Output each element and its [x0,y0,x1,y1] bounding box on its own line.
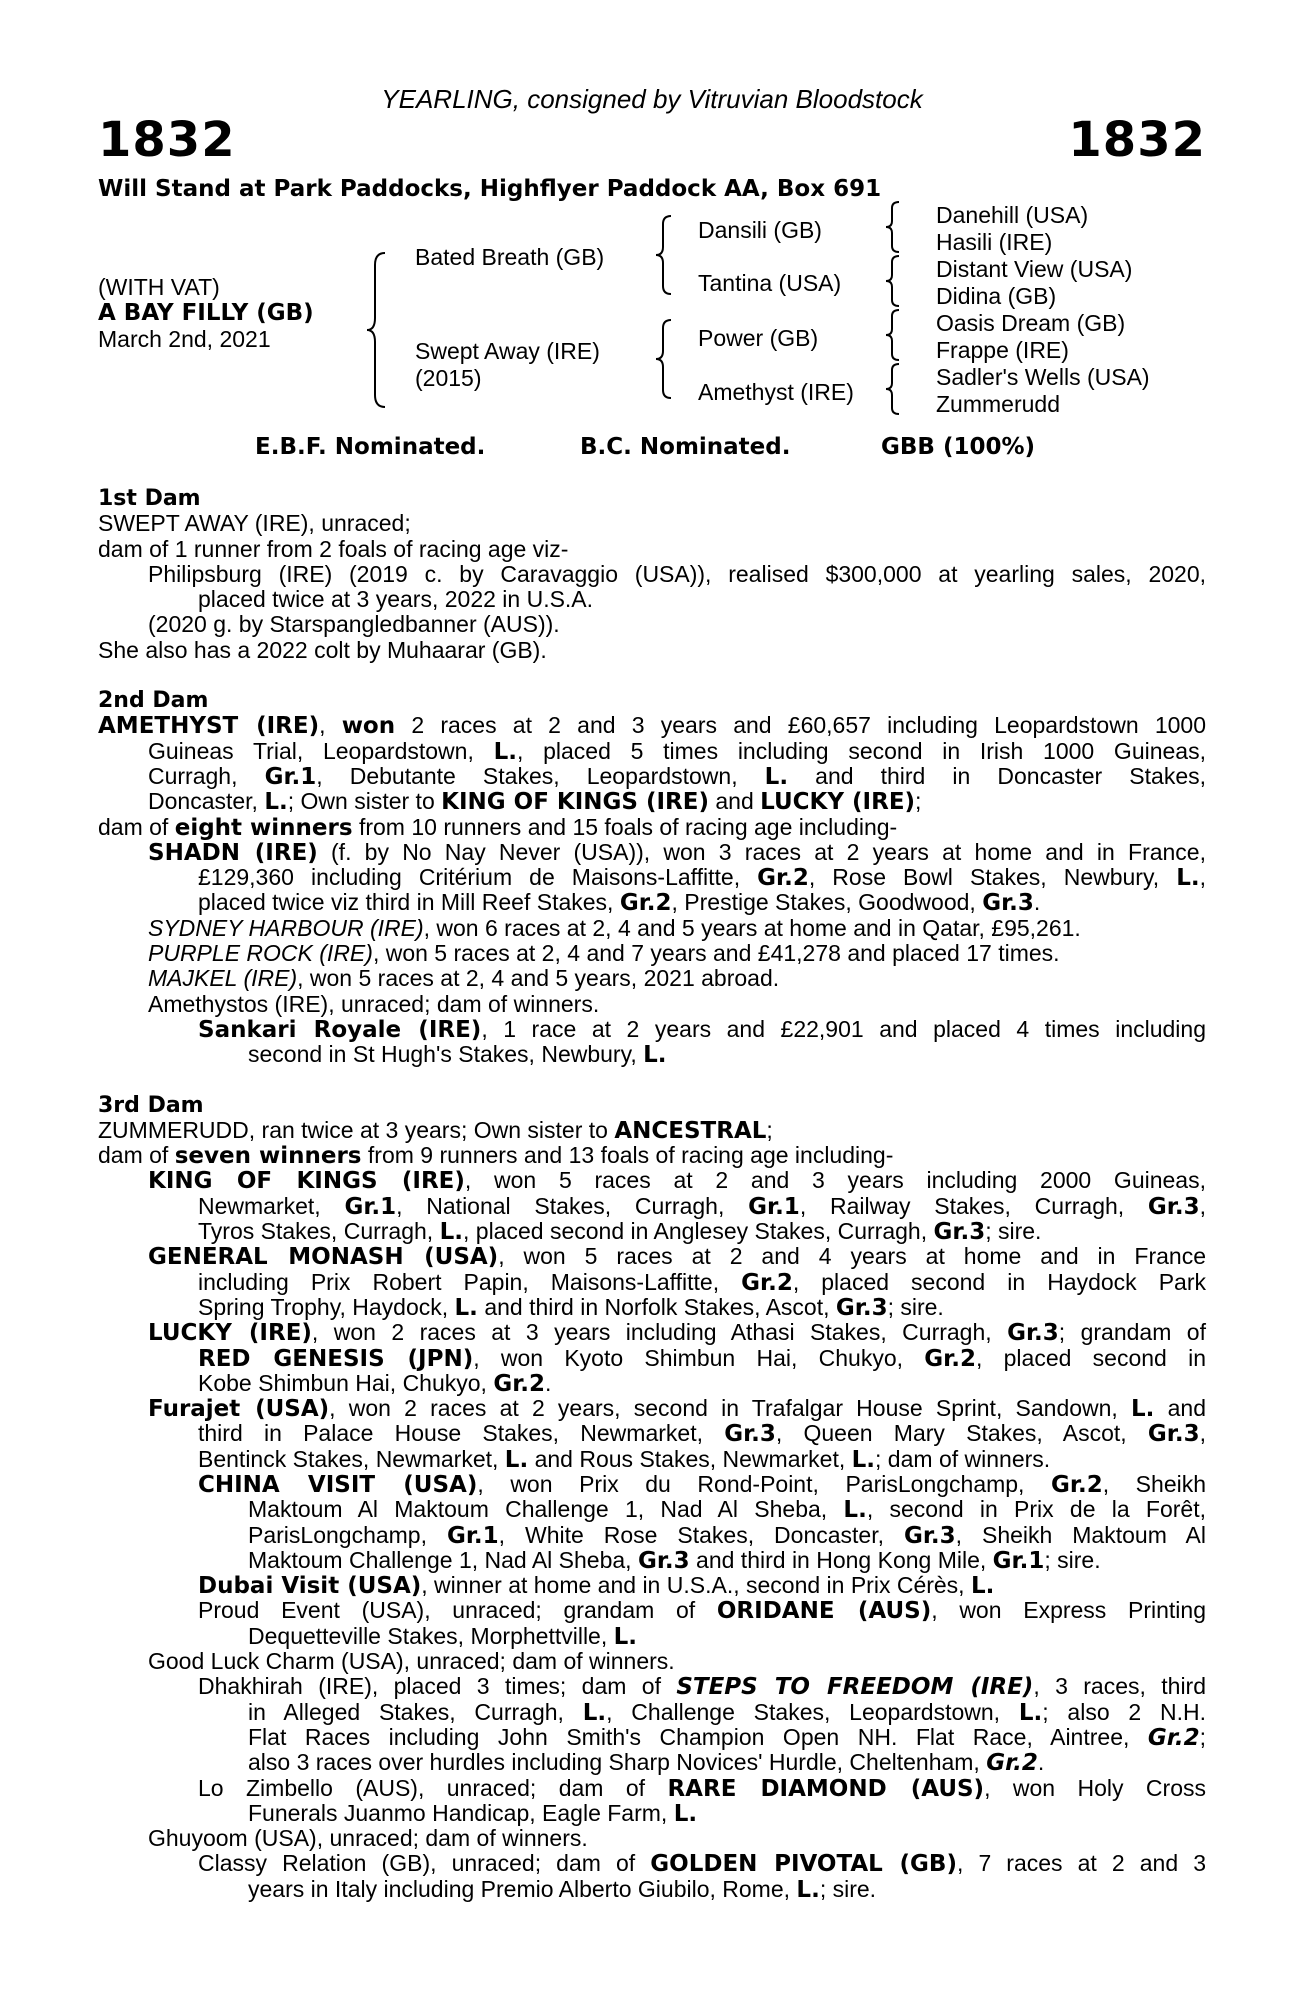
third-dam-line: ParisLongchamp, Gr.1, White Rose Stakes, Doncaster, Gr.3, Sheikh Maktoum Al [248,1521,1206,1549]
gg-3: Distant View (USA) [936,256,1133,282]
vat-note: (WITH VAT) [98,274,220,300]
third-dam-line: Proud Event (USA), unraced; grandam of ORIDANE (AUS), won Express Printing [198,1597,1206,1625]
third-dam-line: Dubai Visit (USA), winner at home and in U.S.A., second in Prix Cérès, L. [198,1572,995,1600]
third-dam-line: ZUMMERUDD, ran twice at 3 years; Own sister to ANCESTRAL; [98,1116,773,1144]
gg-6: Frappe (IRE) [936,337,1069,363]
third-dam-line: years in Italy including Premio Alberto Giubilo, Rome, L.; sire. [248,1875,877,1903]
second-dam-line: dam of eight winners from 10 runners and 15 foals of racing age including- [98,813,898,841]
second-dam-line: Amethystos (IRE), unraced; dam of winners. [148,990,600,1017]
third-dam-line: Maktoum Challenge 1, Nad Al Sheba, Gr.3 and third in Hong Kong Mile, Gr.1; sire. [248,1546,1101,1574]
dam-record-text [98,486,1206,1902]
third-dam-line: Furajet (USA), won 2 races at 2 years, second in Trafalgar House Sprint, Sandown, L. and [148,1395,1207,1423]
dam-name: Swept Away (IRE) [415,338,600,364]
second-dam-line: Doncaster, L.; Own sister to KING OF KINGS (IRE) and LUCKY (IRE); [148,788,922,816]
stand-location: Will Stand at Park Paddocks, Highflyer Paddock AA, Box 691 [98,176,882,202]
third-dam-line: RED GENESIS (JPN), won Kyoto Shimbun Hai, Chukyo, Gr.2, placed second in [198,1344,1207,1372]
first-dam-line: (2020 g. by Starspangledbanner (AUS)). [148,611,560,638]
gg-2: Hasili (IRE) [936,229,1053,255]
dam-sire: Power (GB) [698,325,819,351]
bc-nomination: B.C. Nominated. [580,434,791,460]
gg-4: Didina (GB) [936,283,1057,309]
dam-year: (2015) [415,365,482,391]
third-dam-line: Classy Relation (GB), unraced; dam of GOLDEN PIVOTAL (GB), 7 races at 2 and 3 [198,1850,1207,1878]
third-dam-line: including Prix Robert Papin, Maisons-Laffitte, Gr.2, placed second in Haydock Park [198,1268,1206,1296]
second-dam-line: Curragh, Gr.1, Debutante Stakes, Leopardstown, L. and third in Doncaster Stakes, [148,762,1206,790]
consignment-subtitle: YEARLING, consigned by Vitruvian Bloodstock [381,84,923,114]
second-dam-line: AMETHYST (IRE), won 2 races at 2 and 3 years and £60,657 including Leopardstown 1000 [98,712,1206,740]
gg-1: Danehill (USA) [936,202,1089,228]
pedigree-brace-dam [653,318,677,400]
pedigree-brace-g4 [883,362,903,416]
second-dam-line: Guineas Trial, Leopardstown, L., placed 5 times including second in Irish 1000 Guineas, [148,737,1206,765]
pedigree-brace-g1 [883,200,903,254]
third-dam-line: Bentinck Stakes, Newmarket, L. and Rous Stakes, Newmarket, L.; dam of winners. [198,1445,1051,1473]
first-dam-line: SWEPT AWAY (IRE), unraced; [98,510,411,537]
third-dam-line: KING OF KINGS (IRE), won 5 races at 2 and 3 years including 2000 Guineas, [148,1167,1206,1195]
second-dam-line: £129,360 including Critérium de Maisons-Laffitte, Gr.2, Rose Bowl Stakes, Newbury, L., [198,864,1206,892]
second-dam-line: Sankari Royale (IRE), 1 race at 2 years and £22,901 and placed 4 times including [198,1015,1207,1043]
third-dam-line: GENERAL MONASH (USA), won 5 races at 2 and 4 years at home and in France [148,1243,1206,1271]
third-dam-line: dam of seven winners from 9 runners and 13 foals of racing age including- [98,1142,894,1170]
first-dam-line: She also has a 2022 colt by Muhaarar (GB). [98,636,547,663]
third-dam-line: in Alleged Stakes, Curragh, L., Challenge Stakes, Leopardstown, L.; also 2 N.H. [248,1698,1206,1726]
horse-name: A BAY FILLY (GB) [98,300,314,326]
third-dam-line: Kobe Shimbun Hai, Chukyo, Gr.2. [198,1369,552,1397]
third-dam-line: Tyros Stakes, Curragh, L., placed second in Anglesey Stakes, Curragh, Gr.3; sire. [198,1218,1042,1246]
gbb-rating: GBB (100%) [881,434,1036,460]
third-dam-line: Good Luck Charm (USA), unraced; dam of winners. [148,1648,675,1675]
second-dam-line: PURPLE ROCK (IRE), won 5 races at 2, 4 and 7 years and £41,278 and placed 17 times. [148,940,1060,967]
gg-7: Sadler's Wells (USA) [936,364,1150,390]
third-dam-line: Dequetteville Stakes, Morphettville, L. [248,1622,638,1650]
third-dam-line: Lo Zimbello (AUS), unraced; dam of RARE DIAMOND (AUS), won Holy Cross [198,1774,1206,1802]
ebf-nomination: E.B.F. Nominated. [255,434,486,460]
third-dam-line: Dhakhirah (IRE), placed 3 times; dam of STEPS TO FREEDOM (IRE), 3 races, third [198,1673,1207,1701]
third-dam-line: Ghuyoom (USA), unraced; dam of winners. [148,1825,588,1852]
sire-name: Bated Breath (GB) [415,244,605,270]
pedigree-brace-sire [653,214,677,296]
second-dam-line: SHADN (IRE) (f. by No Nay Never (USA)), won 3 races at 2 years at home and in France, [148,838,1206,866]
third-dam-line: LUCKY (IRE), won 2 races at 3 years including Athasi Stakes, Curragh, Gr.3; grandam of [148,1319,1206,1347]
third-dam-heading: 3rd Dam [98,1092,204,1118]
first-dam-line: dam of 1 runner from 2 foals of racing age viz- [98,535,569,562]
dam-dam: Amethyst (IRE) [698,379,854,405]
first-dam-heading: 1st Dam [98,486,201,511]
third-dam-line: Funerals Juanmo Handicap, Eagle Farm, L. [248,1799,698,1827]
foaling-date: March 2nd, 2021 [98,326,271,352]
first-dam-line: placed twice at 3 years, 2022 in U.S.A. [198,586,594,613]
sire-dam: Tantina (USA) [698,270,842,296]
third-dam-line: third in Palace House Stakes, Newmarket, Gr.3, Queen Mary Stakes, Ascot, Gr.3, [198,1420,1206,1448]
third-dam-line: Spring Trophy, Haydock, L. and third in Norfolk Stakes, Ascot, Gr.3; sire. [198,1293,944,1321]
third-dam-line: Newmarket, Gr.1, National Stakes, Curragh, Gr.1, Railway Stakes, Curragh, Gr.3, [198,1192,1206,1220]
second-dam-line: placed twice viz third in Mill Reef Stakes, Gr.2, Prestige Stakes, Goodwood, Gr.3. [198,889,1041,917]
second-dam-heading: 2nd Dam [98,688,209,714]
third-dam-line: also 3 races over hurdles including Sharp Novices' Hurdle, Cheltenham, Gr.2. [248,1749,1045,1777]
sire-sire: Dansili (GB) [698,217,822,243]
third-dam-line: Maktoum Al Maktoum Challenge 1, Nad Al Sheba, L., second in Prix de la Forêt, [248,1496,1206,1524]
pedigree-brace-g3 [883,308,903,362]
first-dam-line: Philipsburg (IRE) (2019 c. by Caravaggio (USA)), realised $300,000 at yearling sales, 2020, [148,560,1206,587]
lot-number-right: 1832 [1068,112,1206,168]
second-dam-line: MAJKEL (IRE), won 5 races at 2, 4 and 5 years, 2021 abroad. [148,965,780,992]
pedigree-brace-g2 [883,254,903,308]
second-dam-line: SYDNEY HARBOUR (IRE), won 6 races at 2, 4 and 5 years at home and in Qatar, £95,261. [148,914,1081,941]
gg-5: Oasis Dream (GB) [936,310,1126,336]
lot-number-left: 1832 [98,112,236,168]
pedigree-brace-main [363,250,393,410]
third-dam-line: Flat Races including John Smith's Champion Open NH. Flat Race, Aintree, Gr.2; [248,1723,1206,1751]
gg-8: Zummerudd [936,391,1060,417]
third-dam-line: CHINA VISIT (USA), won Prix du Rond-Point, ParisLongchamp, Gr.2, Sheikh [198,1470,1207,1498]
second-dam-line: second in St Hugh's Stakes, Newbury, L. [248,1041,667,1069]
